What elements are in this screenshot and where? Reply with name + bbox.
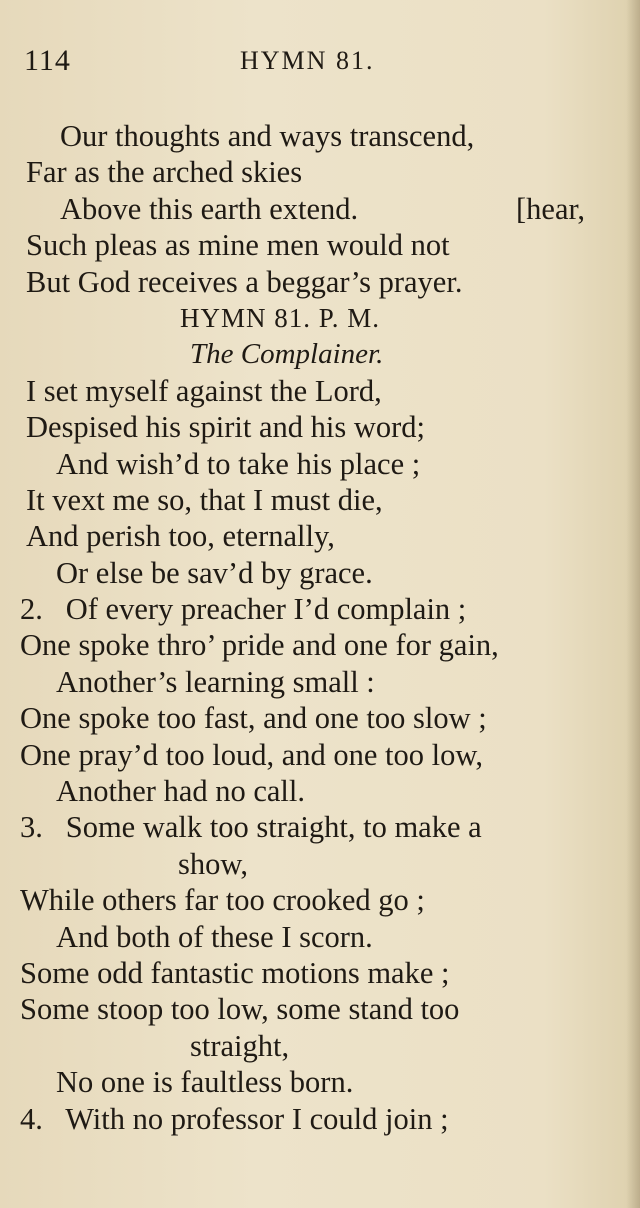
verse-line: Some odd fantastic motions make ; (20, 955, 450, 990)
turnover-bracket: [hear, (516, 191, 586, 226)
verse-line: One spoke too fast, and one too slow ; (20, 701, 487, 736)
page-number: 114 (24, 44, 71, 77)
verse-line: 4. With no professor I could join ; (20, 1101, 449, 1136)
verse-line: straight, (190, 1028, 290, 1063)
verse-line: It vext me so, that I must die, (26, 482, 383, 517)
text-line: But God receives a beggar’s prayer. (26, 264, 463, 299)
verse-line: Another had no call. (56, 774, 306, 809)
hymn-subtitle: The Complainer. (190, 338, 384, 371)
verse-line: show, (178, 846, 249, 881)
verse-line: I set myself against the Lord, (26, 373, 382, 408)
verse-line: One spoke thro’ pride and one for gain, (20, 628, 499, 663)
text-line: Our thoughts and ways transcend, (60, 119, 475, 153)
text-line: Such pleas as mine men would not (26, 228, 450, 263)
page-header (24, 44, 584, 84)
verse-line: Or else be sav’d by grace. (56, 555, 373, 590)
verse-line: And wish’d to take his place ; (56, 446, 421, 481)
verse-line: No one is faultless born. (56, 1065, 354, 1100)
verse-line: 3. Some walk too straight, to make a (20, 810, 482, 845)
verse-line: While others far too crooked go ; (20, 883, 425, 918)
verse-line: Another’s learning small : (56, 664, 375, 699)
verse-line: One pray’d too loud, and one too low, (20, 737, 484, 772)
verse-line: Some stoop too low, some stand too (20, 992, 460, 1027)
text-line: Far as the arched skies (26, 155, 303, 190)
running-head: HYMN 81. (240, 46, 375, 75)
hymn-title: HYMN 81. P. M. (180, 302, 381, 333)
verse-line: Despised his spirit and his word; (26, 410, 426, 445)
text-line-content: Above this earth extend. (60, 191, 359, 226)
verse-line: 2. Of every preacher I’d complain ; (20, 592, 467, 627)
page-body (0, 118, 626, 1137)
text-line (0, 191, 626, 227)
verse-line: And both of these I scorn. (56, 919, 373, 954)
page-edge-shadow (626, 0, 640, 1208)
verse-line: And perish too, eternally, (26, 519, 335, 554)
